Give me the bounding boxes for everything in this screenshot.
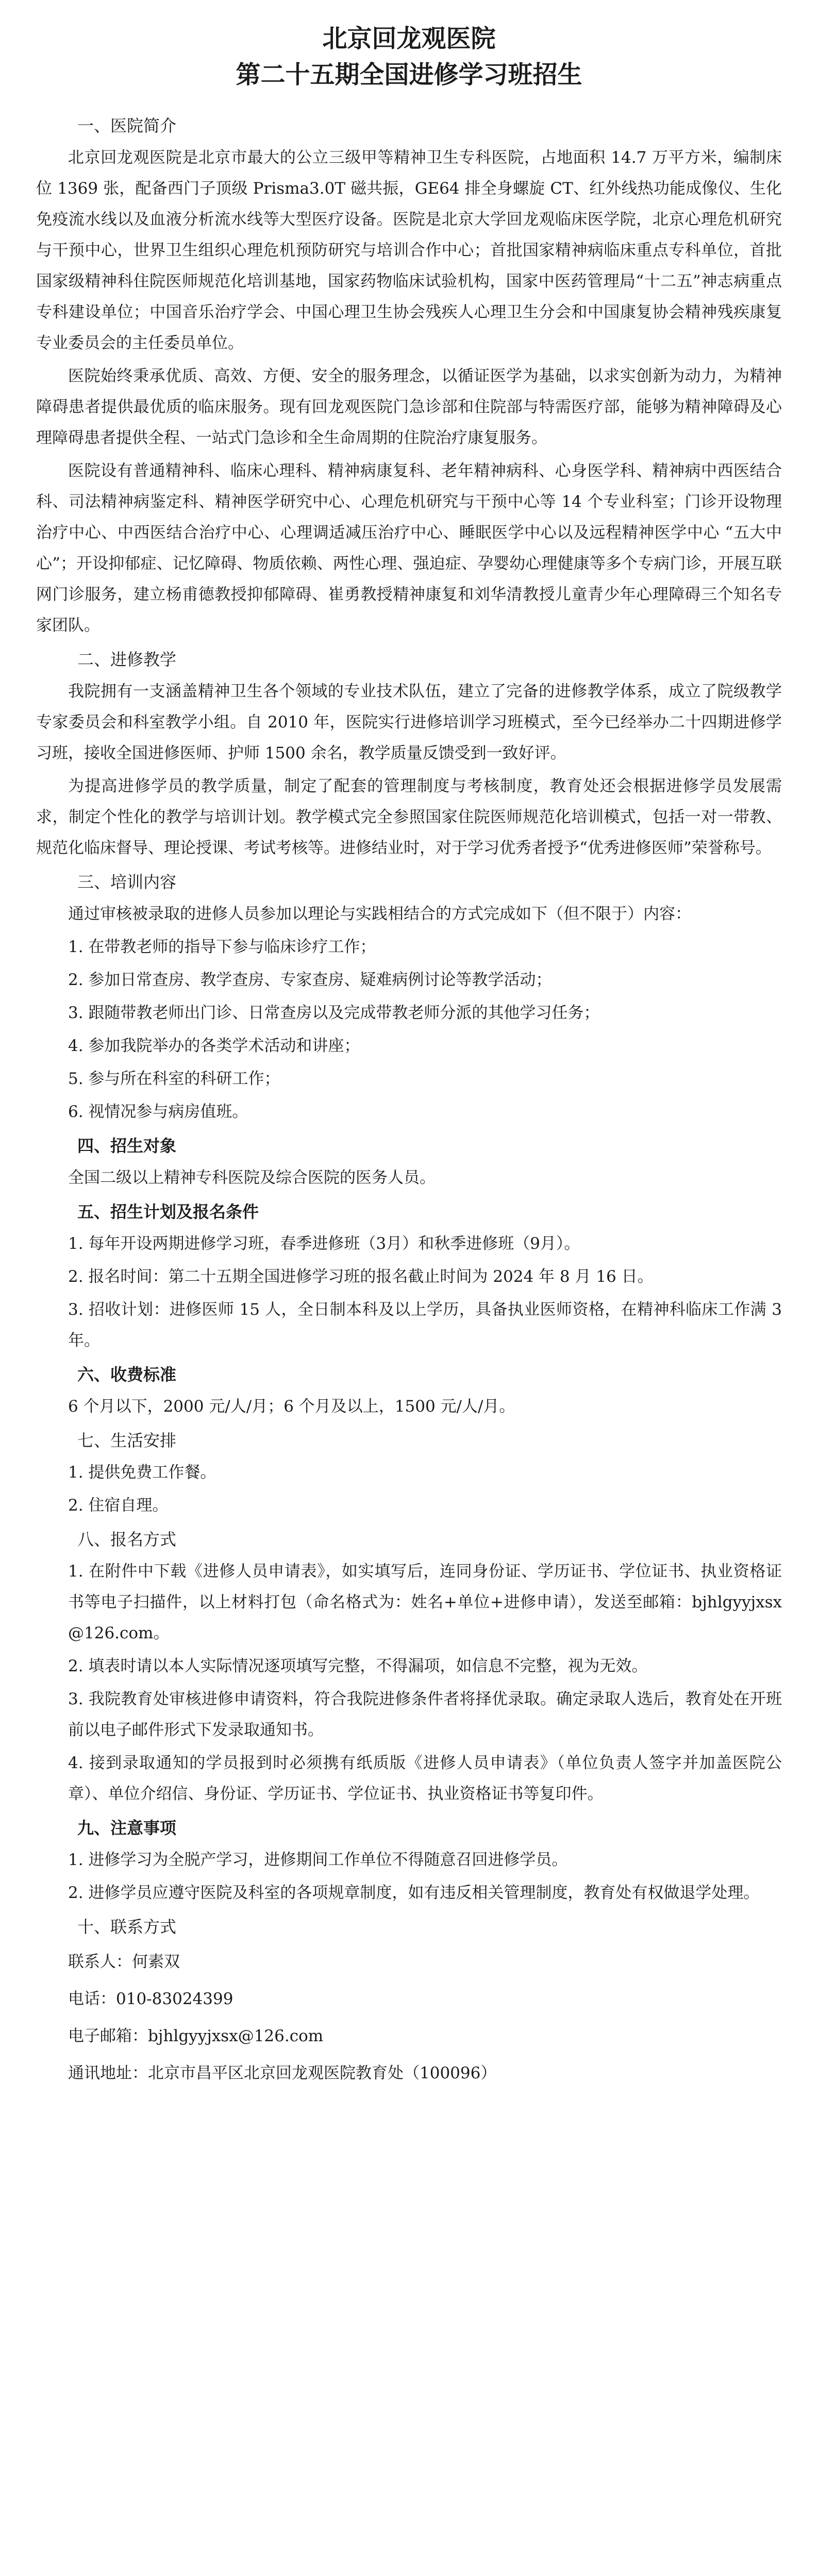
- contact-line: 通讯地址：北京市昌平区北京回龙观医院教育处（100096）: [68, 2064, 497, 2082]
- program-title: 第二十五期全国进修学习班招生: [236, 60, 582, 89]
- section-heading: 四、招生对象: [77, 1136, 177, 1156]
- list-item: 1. 在附件中下载《进修人员申请表》，如实填写后，连同身份证、学历证书、学位证书、执业资格证书等电子扫描件，以上材料打包（命名格式为：姓名+单位+进修申请），发送至邮箱：bjhlgyyjxsx@126.com。: [68, 1562, 782, 1642]
- list-item: 2. 填表时请以本人实际情况逐项填写完整，不得漏项，如信息不完整，视为无效。: [68, 1657, 648, 1675]
- section-heading: 八、报名方式: [77, 1530, 177, 1549]
- section-paragraph: 通过审核被录取的进修人员参加以理论与实践相结合的方式完成如下（但不限于）内容：: [68, 905, 691, 923]
- section-5: [36, 1199, 782, 1356]
- list-item: 2. 报名时间：第二十五期全国进修学习班的报名截止时间为 2024 年 8 月 16 日。: [68, 1267, 654, 1286]
- list-item: 6 个月以下，2000 元/人/月；6 个月及以上，1500 元/人/月。: [68, 1397, 515, 1416]
- contact-line: 电子邮箱：bjhlgyyjxsx@126.com: [68, 2027, 324, 2045]
- section-8: [36, 1527, 782, 1809]
- section-heading: 六、收费标准: [77, 1365, 177, 1384]
- list-item: 2. 住宿自理。: [68, 1496, 169, 1515]
- list-item: 1. 进修学习为全脱产学习，进修期间工作单位不得随意召回进修学员。: [68, 1851, 568, 1869]
- list-item: 3. 跟随带教老师出门诊、日常查房以及完成带教老师分派的其他学习任务；: [68, 1004, 600, 1022]
- section-paragraph: 为提高进修学员的教学质量，制定了配套的管理制度与考核制度，教育处还会根据进修学员发展需求，制定个性化的教学与培训计划。教学模式完全参照国家住院医师规范化培训模式，包括一对一带教、规范化临床督导、理论授课、考试考核等。进修结业时，对于学习优秀者授予“优秀进修医师”荣誉称号。: [36, 777, 782, 857]
- section-6: [36, 1362, 782, 1422]
- list-item: 全国二级以上精神专科医院及综合医院的医务人员。: [68, 1168, 436, 1187]
- contact-line: 联系人：何素双: [68, 1953, 180, 1971]
- list-item: 3. 我院教育处审核进修申请资料，符合我院进修条件者将择优录取。确定录取人选后，教育处在开班前以电子邮件形式下发录取通知书。: [68, 1690, 782, 1739]
- list-item: 5. 参与所在科室的科研工作；: [68, 1070, 280, 1088]
- section-heading: 十、联系方式: [77, 1917, 177, 1937]
- section-heading: 九、注意事项: [77, 1818, 177, 1838]
- contact-line: 电话：010-83024399: [68, 1990, 233, 2008]
- section-paragraph: 医院始终秉承优质、高效、方便、安全的服务理念，以循证医学为基础，以求实创新为动力，为精神障碍患者提供最优质的临床服务。现有回龙观医院门急诊部和住院部与特需医疗部，能够为精神障碍及心理障碍患者提供全程、一站式门急诊和全生命周期的住院治疗康复服务。: [36, 367, 782, 447]
- list-item: 4. 接到录取通知的学员报到时必须携有纸质版《进修人员申请表》（单位负责人签字并加盖医院公章）、单位介绍信、身份证、学历证书、学位证书、执业资格证书等复印件。: [68, 1754, 782, 1803]
- section-paragraph: 我院拥有一支涵盖精神卫生各个领域的专业技术队伍，建立了完备的进修教学体系，成立了院级教学专家委员会和科室教学小组。自 2010 年，医院实行进修培训学习班模式，至今已经举办二十四期进修学习班，接收全国进修医师、护师 1500 余名，教学质量反馈受到一致好评。: [36, 682, 782, 762]
- section-10: [36, 1914, 782, 2092]
- section-paragraph: 北京回龙观医院是北京市最大的公立三级甲等精神卫生专科医院，占地面积 14.7 万平方米，编制床位 1369 张，配备西门子顶级 Prisma3.0T 磁共振，GE64 排全身螺旋 CT、红外线热功能成像仪、生化免疫流水线以及血液分析流水线等大型医疗设备。医院是北京大学回龙观临床医学院，北京心理危机研究与干预中心，世界卫生组织心理危机预防研究与培训合作中心；首批国家精神病临床重点专科单位，首批国家级精神科住院医师规范化培训基地，国家药物临床试验机构，国家中医药管理局“十二五”神志病重点专科建设单位；中国音乐治疗学会、中国心理卫生协会残疾人心理卫生分会和中国康复协会精神残疾康复专业委员会的主任委员单位。: [36, 148, 782, 352]
- list-item: 1. 在带教老师的指导下参与临床诊疗工作；: [68, 938, 376, 956]
- section-heading: 一、医院简介: [77, 116, 177, 135]
- section-4: [36, 1133, 782, 1193]
- list-item: 4. 参加我院举办的各类学术活动和讲座；: [68, 1037, 360, 1055]
- list-item: 2. 参加日常查房、教学查房、专家查房、疑难病例讨论等教学活动；: [68, 971, 552, 989]
- list-item: 1. 每年开设两期进修学习班，春季进修班（3月）和秋季进修班（9月）。: [68, 1234, 580, 1253]
- list-item: 6. 视情况参与病房值班。: [68, 1103, 248, 1121]
- section-paragraph: 医院设有普通精神科、临床心理科、精神病康复科、老年精神病科、心身医学科、精神病中西医结合科、司法精神病鉴定科、精神医学研究中心、心理危机研究与干预中心等 14 个专业科室；门诊开设物理治疗中心、中西医结合治疗中心、心理调适减压治疗中心、睡眠医学中心以及远程精神医学中心 “五大中心”；开设抑郁症、记忆障碍、物质依赖、两性心理、强迫症、孕婴幼心理健康等多个专病门诊，开展互联网门诊服务，建立杨甫德教授抑郁障碍、崔勇教授精神康复和刘华清教授儿童青少年心理障碍三个知名专家团队。: [36, 462, 782, 635]
- hospital-name-title: 北京回龙观医院: [322, 24, 496, 53]
- section-7: [36, 1428, 782, 1521]
- section-3: [36, 870, 782, 1127]
- sections-container: [36, 113, 782, 2092]
- list-item: 1. 提供免费工作餐。: [68, 1463, 216, 1482]
- list-item: 3. 招收计划：进修医师 15 人，全日制本科及以上学历，具备执业医师资格，在精神科临床工作满 3 年。: [68, 1300, 782, 1350]
- section-heading: 二、进修教学: [77, 650, 177, 669]
- section-1: [36, 113, 782, 641]
- section-heading: 七、生活安排: [77, 1431, 177, 1450]
- section-9: [36, 1816, 782, 1908]
- section-2: [36, 647, 782, 863]
- section-heading: 三、培训内容: [77, 872, 177, 892]
- section-heading: 五、招生计划及报名条件: [77, 1202, 259, 1222]
- list-item: 2. 进修学员应遵守医院及科室的各项规章制度，如有违反相关管理制度，教育处有权做退学处理。: [68, 1884, 760, 1902]
